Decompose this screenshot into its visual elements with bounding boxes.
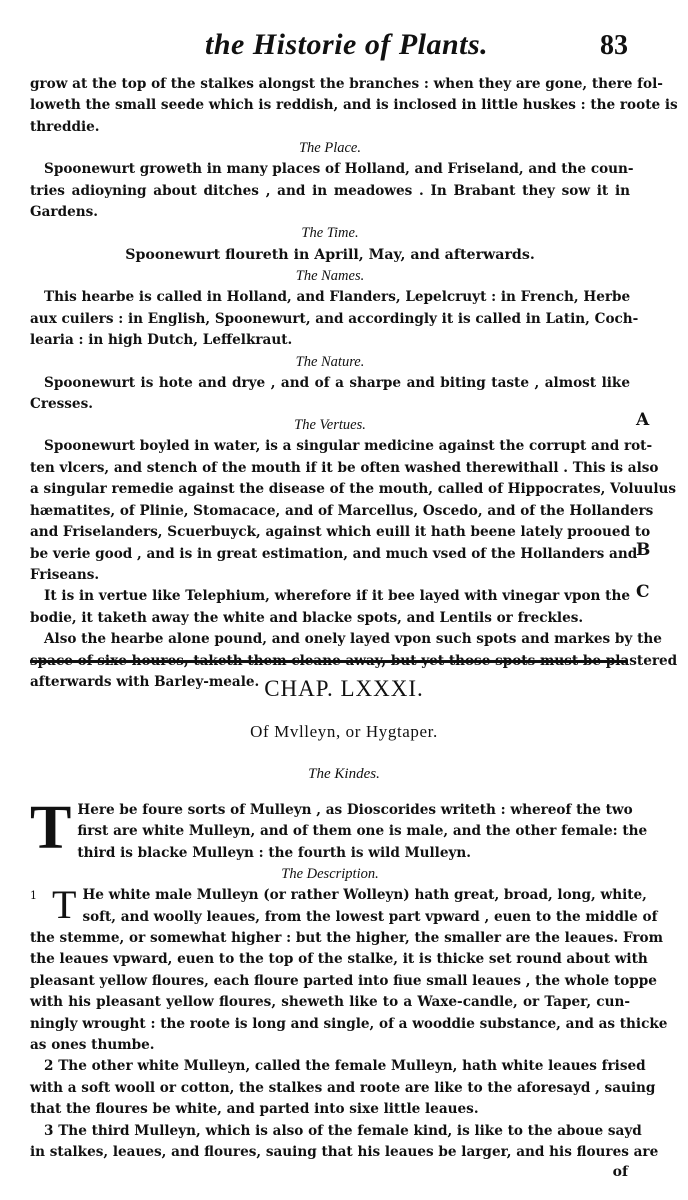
running-title: the Historie of Plants. <box>205 28 489 61</box>
description-paragraph-3 <box>30 1121 659 1164</box>
place-heading: The Place. <box>298 140 361 157</box>
time-text: Spoonewurt floureth in Aprill, May, and afterwards. <box>125 247 535 264</box>
chapter-text <box>30 794 668 1180</box>
text-line: It is in vertue like Telephium, wherefore if it bee layed with vinegar vpon the <box>44 588 630 605</box>
text-line: ningly wrought : the roote is long and single, of a wooddie substance, and as thicke <box>30 1015 668 1032</box>
chapter-number: CHAP. LXXXI. <box>264 676 424 701</box>
description-paragraph-2 <box>30 1056 656 1120</box>
chapter-title: Of Mvlleyn, or Hygtaper. <box>250 722 438 741</box>
text-line: in stalkes, leaues, and floures, sauing that his leaues be larger, and his floures are <box>30 1144 659 1161</box>
text-line: pleasant yellow floures, each floure parted into fiue small leaues , the whole toppe <box>30 972 657 989</box>
text-line: Spoonewurt boyled in water, is a singular medicine against the corrupt and rot- <box>44 438 653 455</box>
text-line: with a soft wooll or cotton, the stalkes and roote are like to the aforesayd , sauing <box>30 1079 656 1096</box>
text-line: Spoonewurt groweth in many places of Holland, and Friseland, and the coun- <box>44 161 634 178</box>
nature-heading: The Nature. <box>295 353 365 370</box>
catchword: of <box>612 1163 628 1180</box>
text-line: third is blacke Mulleyn : the fourth is wild Mulleyn. <box>77 844 472 861</box>
margin-letter-c: C <box>636 582 650 602</box>
text-line: space of sixe houres, taketh them cleane away, but yet those spots must be plastered <box>30 652 678 669</box>
text-line: a singular remedie against the disease of the mouth, called of Hippocrates, Voluulus <box>30 481 677 498</box>
kindes-paragraph <box>30 794 648 864</box>
names-heading: The Names. <box>295 268 365 285</box>
running-head <box>0 28 688 68</box>
drop-cap: T <box>30 794 72 862</box>
text-line: as ones thumbe. <box>30 1037 155 1054</box>
text-line: Friseans. <box>30 566 100 583</box>
plant-section-text <box>30 74 678 693</box>
text-line: Gardens. <box>30 204 99 221</box>
text-line: Here be foure sorts of Mulleyn , as Dioscorides writeth : whereof the two <box>77 802 633 818</box>
text-line: learia : in high Dutch, Leffelkraut. <box>30 332 293 349</box>
text-line: soft, and woolly leaues, from the lowest part vpward , euen to the middle of <box>82 908 658 925</box>
margin-letter-a: A <box>636 410 650 430</box>
text-line: bodie, it taketh away the white and blacke spots, and Lentils or freckles. <box>30 609 584 626</box>
text-line: loweth the small seede which is reddish, and is inclosed in little huskes : the roote is <box>30 97 678 114</box>
text-line: Spoonewurt is hote and drye , and of a sharpe and biting taste , almost like <box>44 374 630 391</box>
text-line: first are white Mulleyn, and of them one is male, and the other female: the <box>77 823 648 840</box>
text-line: hæmatites, of Plinie, Stomacace, and of Marcellus, Oscedo, and of the Hollanders <box>30 502 654 519</box>
text-line: the leaues vpward, euen to the top of the stalke, it is thicke set round about with <box>30 951 648 968</box>
text-line: Also the hearbe alone pound, and onely layed vpon such spots and markes by the <box>44 631 662 648</box>
paragraph-number: 1 <box>30 889 37 903</box>
drop-cap: T <box>52 882 77 928</box>
page-number: 83 <box>600 30 628 61</box>
text-line: 3 The third Mulleyn, which is also of the female kind, is like to the aboue sayd <box>44 1122 642 1139</box>
text-line: This hearbe is called in Holland, and Flanders, Lepelcruyt : in French, Herbe <box>44 289 631 306</box>
kindes-heading: The Kindes. <box>308 766 380 782</box>
text-line: 2 The other white Mulleyn, called the female Mulleyn, hath white leaues frised <box>44 1058 646 1075</box>
text-line: afterwards with Barley-meale. <box>30 673 260 690</box>
description-heading: The Description. <box>281 866 379 883</box>
text-line: that the floures be white, and parted into sixe little leaues. <box>30 1101 479 1118</box>
vertues-heading: The Vertues. <box>294 417 366 434</box>
margin-letter-b: B <box>636 540 651 560</box>
text-line: Cresses. <box>30 396 93 413</box>
text-line: with his pleasant yellow floures, sheweth like to a Waxe-candle, or Taper, cun- <box>30 994 630 1011</box>
text-line: grow at the top of the stalkes alongst the branches : when they are gone, there fol- <box>30 76 663 92</box>
text-line: He white male Mulleyn (or rather Wolleyn) hath great, broad, long, white, <box>82 887 647 904</box>
text-line: aux cuilers : in English, Spoonewurt, and accordingly it is called in Latin, Coch- <box>30 310 639 327</box>
time-heading: The Time. <box>301 225 359 242</box>
text-line: ten vlcers, and stench of the mouth if it be often washed therewithall . This is also <box>30 459 659 476</box>
text-line: tries adioyning about ditches , and in meadowes . In Brabant they sow it in <box>30 182 630 199</box>
text-line: be verie good , and is in great estimation, and much vsed of the Hollanders and <box>30 545 638 562</box>
text-line: and Friselanders, Scuerbuyck, against which euill it hath beene lately prooued to <box>30 524 651 541</box>
text-line: threddie. <box>30 118 100 135</box>
text-line: the stemme, or somewhat higher : but the higher, the smaller are the leaues. From <box>30 930 663 947</box>
description-paragraph-1 <box>30 882 668 1056</box>
section-divider <box>30 660 628 663</box>
